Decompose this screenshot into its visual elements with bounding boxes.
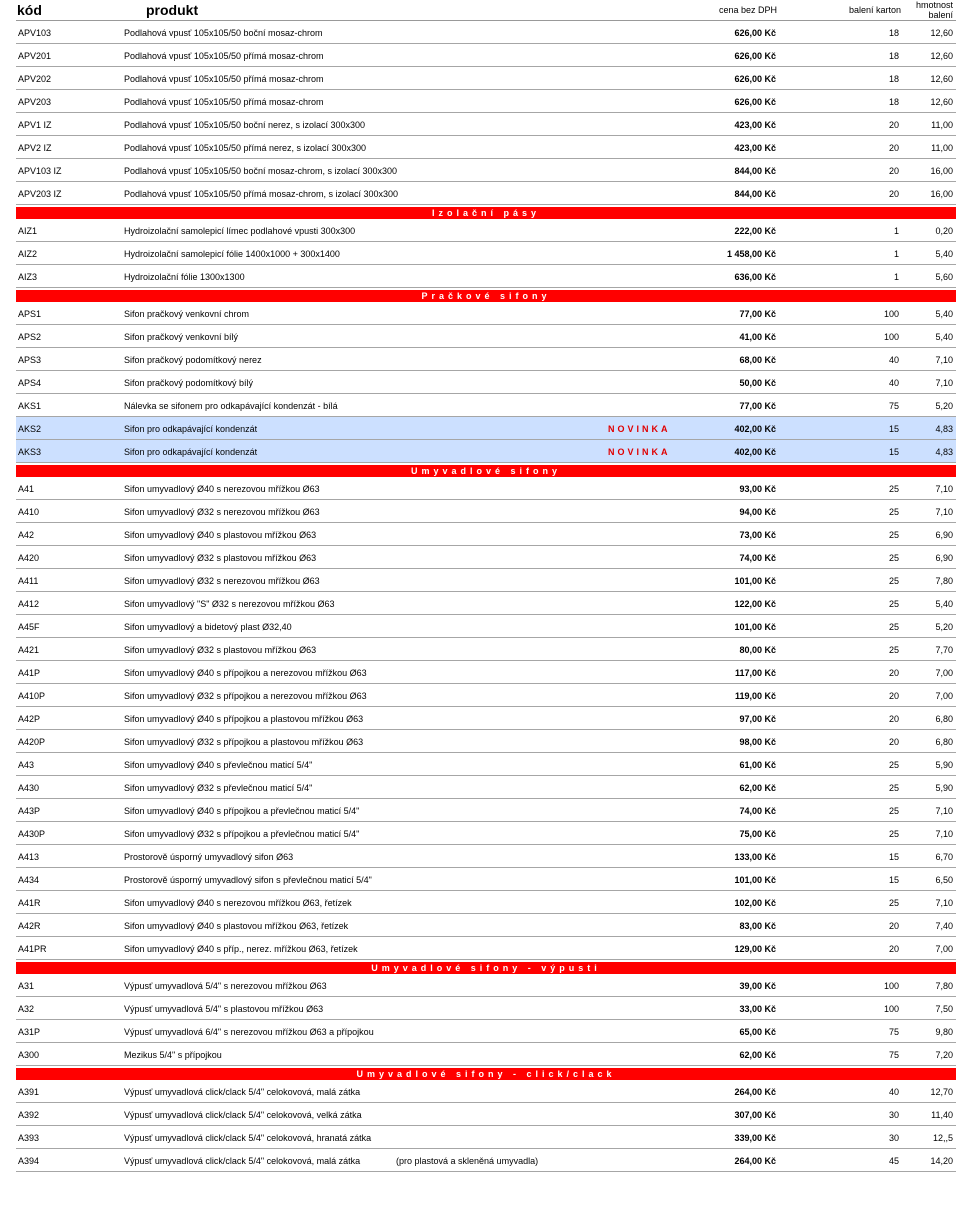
cell-hmotnost: 6,80	[935, 737, 953, 747]
cell-kod: A300	[18, 1050, 40, 1060]
cell-cena: 77,00 Kč	[739, 401, 776, 411]
cell-produkt: Výpusť umyvadlová click/clack 5/4" celokovová, velká zátka	[124, 1110, 362, 1120]
cell-kod: A41PR	[18, 944, 47, 954]
cell-produkt: Hydroizolační samolepicí límec podlahové vpusti 300x300	[124, 226, 356, 236]
cell-kod: A42P	[18, 714, 41, 724]
cell-cena: 98,00 Kč	[739, 737, 776, 747]
cell-cena: 133,00 Kč	[734, 852, 776, 862]
header-baleni-karton: balení karton	[848, 5, 901, 15]
table-row	[16, 974, 956, 997]
cell-cena: 636,00 Kč	[734, 272, 776, 282]
cell-hmotnost: 11,40	[931, 1110, 953, 1120]
cell-baleni: 30	[888, 1110, 899, 1120]
cell-kod: A394	[18, 1156, 40, 1166]
cell-cena: 101,00 Kč	[734, 622, 776, 632]
cell-baleni: 75	[888, 1050, 899, 1060]
cell-kod: A410P	[18, 691, 46, 701]
cell-cena: 423,00 Kč	[734, 120, 776, 130]
table-row	[16, 868, 956, 891]
table-row	[16, 592, 956, 615]
cell-hmotnost: 16,00	[930, 166, 953, 176]
table-row	[16, 997, 956, 1020]
cell-hmotnost: 7,10	[935, 507, 953, 517]
cell-hmotnost: 5,40	[935, 599, 953, 609]
cell-produkt: Podlahová vpusť 105x105/50 přímá mosaz-chrom	[124, 74, 324, 84]
cell-kod: AKS3	[18, 447, 42, 457]
cell-cena: 626,00 Kč	[734, 74, 776, 84]
cell-cena: 62,00 Kč	[739, 1050, 776, 1060]
table-row	[16, 523, 956, 546]
cell-baleni: 100	[883, 309, 899, 319]
cell-produkt: Sifon pračkový podomítkový nerez	[124, 355, 262, 365]
cell-hmotnost: 6,90	[935, 530, 953, 540]
cell-hmotnost: 5,20	[935, 622, 953, 632]
cell-hmotnost: 0,20	[935, 226, 953, 236]
cell-produkt: Podlahová vpusť 105x105/50 boční mosaz-chrom, s izolací 300x300	[124, 166, 398, 176]
cell-hmotnost: 7,10	[935, 355, 953, 365]
table-row	[16, 348, 956, 371]
cell-hmotnost: 7,00	[935, 691, 953, 701]
cell-produkt: Výpusť umyvadlová click/clack 5/4" celokovová, malá zátka	[124, 1087, 361, 1097]
header-kod: kód	[17, 2, 42, 18]
cell-produkt: Sifon umyvadlový Ø32 s nerezovou mřížkou Ø63	[124, 507, 320, 517]
cell-cena: 626,00 Kč	[734, 28, 776, 38]
cell-kod: A31	[18, 981, 35, 991]
cell-produkt: Sifon pračkový podomítkový bílý	[124, 378, 254, 388]
cell-kod: AKS1	[18, 401, 42, 411]
cell-kod: A43P	[18, 806, 41, 816]
table-row	[16, 914, 956, 937]
cell-produkt: Sifon pro odkapávající kondenzát	[124, 424, 258, 434]
cell-baleni: 15	[888, 447, 899, 457]
cell-produkt: Výpusť umyvadlová 6/4" s nerezovou mřížkou Ø63 a přípojkou	[124, 1027, 374, 1037]
cell-produkt: Sifon umyvadlový Ø40 s plastovou mřížkou Ø63, řetízek	[124, 921, 349, 931]
cell-kod: APS3	[18, 355, 42, 365]
cell-produkt: Sifon umyvadlový "S" Ø32 s nerezovou mřížkou Ø63	[124, 599, 335, 609]
header-produkt: produkt	[146, 2, 199, 18]
cell-hmotnost: 7,10	[935, 898, 953, 908]
cell-hmotnost: 7,80	[935, 981, 953, 991]
cell-hmotnost: 11,00	[931, 143, 953, 153]
cell-baleni: 30	[888, 1133, 899, 1143]
cell-kod: APV1 IZ	[18, 120, 52, 130]
cell-produkt: Sifon pračkový venkovní bílý	[124, 332, 239, 342]
table-row	[16, 707, 956, 730]
cell-kod: AIZ1	[18, 226, 38, 236]
cell-cena: 62,00 Kč	[739, 783, 776, 793]
cell-kod: APS4	[18, 378, 42, 388]
cell-baleni: 15	[888, 875, 899, 885]
cell-baleni: 20	[888, 189, 899, 199]
cell-kod: A45F	[18, 622, 40, 632]
cell-kod: A32	[18, 1004, 35, 1014]
cell-baleni: 20	[888, 143, 899, 153]
cell-cena: 307,00 Kč	[734, 1110, 776, 1120]
cell-kod: A430P	[18, 829, 46, 839]
cell-cena: 264,00 Kč	[734, 1087, 776, 1097]
section-heading: Umyvadlové sifony - výpusti	[16, 962, 956, 974]
table-row	[16, 776, 956, 799]
cell-kod: A420P	[18, 737, 46, 747]
cell-hmotnost: 7,50	[935, 1004, 953, 1014]
cell-hmotnost: 6,90	[935, 553, 953, 563]
cell-cena: 83,00 Kč	[739, 921, 776, 931]
table-row	[16, 937, 956, 960]
table-row	[16, 90, 956, 113]
cell-produkt: Prostorově úsporný umyvadlový sifon s převlečnou maticí 5/4"	[124, 875, 372, 885]
cell-baleni: 18	[888, 28, 899, 38]
table-row	[16, 265, 956, 288]
table-row	[16, 325, 956, 348]
table-row	[16, 1043, 956, 1066]
cell-cena: 117,00 Kč	[734, 668, 776, 678]
cell-produkt: Sifon umyvadlový Ø40 s nerezovou mřížkou Ø63, řetízek	[124, 898, 352, 908]
cell-baleni: 18	[888, 97, 899, 107]
cell-produkt: Hydroizolační fólie 1300x1300	[124, 272, 245, 282]
cell-hmotnost: 7,10	[935, 829, 953, 839]
cell-hmotnost: 12,60	[930, 74, 953, 84]
table-header	[0, 0, 960, 22]
table-row	[16, 1149, 956, 1172]
cell-baleni: 1	[893, 226, 899, 236]
cell-produkt: Sifon umyvadlový Ø40 s přípojkou a plastovou mřížkou Ø63	[124, 714, 364, 724]
table-row	[16, 44, 956, 67]
table-row	[16, 661, 956, 684]
cell-kod: A391	[18, 1087, 40, 1097]
cell-kod: A31P	[18, 1027, 41, 1037]
cell-hmotnost: 11,00	[931, 120, 953, 130]
cell-produkt: Sifon umyvadlový Ø32 s nerezovou mřížkou Ø63	[124, 576, 320, 586]
cell-note: (pro plastová a skleněná umyvadla)	[396, 1156, 539, 1166]
cell-baleni: 45	[888, 1156, 899, 1166]
cell-baleni: 75	[888, 401, 899, 411]
cell-hmotnost: 5,90	[935, 783, 953, 793]
cell-produkt: Podlahová vpusť 105x105/50 přímá mosaz-chrom, s izolací 300x300	[124, 189, 399, 199]
cell-produkt: Sifon umyvadlový Ø32 s převlečnou maticí 5/4"	[124, 783, 313, 793]
cell-produkt: Sifon umyvadlový Ø32 s plastovou mřížkou Ø63	[124, 553, 317, 563]
cell-cena: 101,00 Kč	[734, 875, 776, 885]
cell-baleni: 20	[888, 668, 899, 678]
cell-produkt: Výpusť umyvadlová 5/4" s plastovou mřížkou Ø63	[124, 1004, 324, 1014]
cell-kod: AKS2	[18, 424, 42, 434]
table-row	[16, 242, 956, 265]
cell-hmotnost: 9,80	[935, 1027, 953, 1037]
cell-hmotnost: 7,80	[935, 576, 953, 586]
cell-kod: APV2 IZ	[18, 143, 52, 153]
cell-baleni: 75	[888, 1027, 899, 1037]
cell-kod: APS1	[18, 309, 42, 319]
cell-baleni: 40	[888, 378, 899, 388]
cell-baleni: 20	[888, 166, 899, 176]
table-row	[16, 500, 956, 523]
cell-novinka: NOVINKA	[608, 447, 671, 457]
cell-baleni: 25	[888, 553, 899, 563]
cell-kod: APV202	[18, 74, 52, 84]
header-cena: cena bez DPH	[718, 5, 777, 15]
cell-baleni: 25	[888, 760, 899, 770]
table-row	[16, 477, 956, 500]
cell-baleni: 25	[888, 806, 899, 816]
table-row	[16, 730, 956, 753]
cell-kod: A412	[18, 599, 40, 609]
cell-kod: AIZ2	[18, 249, 38, 259]
cell-produkt: Výpusť umyvadlová click/clack 5/4" celokovová, hranatá zátka	[124, 1133, 372, 1143]
cell-cena: 626,00 Kč	[734, 51, 776, 61]
cell-kod: APS2	[18, 332, 42, 342]
cell-baleni: 25	[888, 645, 899, 655]
cell-cena: 75,00 Kč	[739, 829, 776, 839]
cell-baleni: 18	[888, 74, 899, 84]
cell-cena: 626,00 Kč	[734, 97, 776, 107]
cell-produkt: Sifon umyvadlový a bidetový plast Ø32,40	[124, 622, 292, 632]
cell-cena: 61,00 Kč	[739, 760, 776, 770]
table-row	[16, 1103, 956, 1126]
cell-baleni: 25	[888, 484, 899, 494]
cell-baleni: 20	[888, 691, 899, 701]
table-row	[16, 615, 956, 638]
cell-cena: 41,00 Kč	[739, 332, 776, 342]
cell-hmotnost: 6,50	[935, 875, 953, 885]
table-row	[16, 1020, 956, 1043]
cell-kod: AIZ3	[18, 272, 38, 282]
cell-produkt: Sifon umyvadlový Ø40 s přípojkou a nerezovou mřížkou Ø63	[124, 668, 367, 678]
cell-baleni: 25	[888, 783, 899, 793]
cell-baleni: 25	[888, 576, 899, 586]
cell-cena: 222,00 Kč	[734, 226, 776, 236]
cell-produkt: Hydroizolační samolepicí fólie 1400x1000 + 300x1400	[124, 249, 340, 259]
cell-produkt: Sifon umyvadlový Ø32 s přípojkou a nerezovou mřížkou Ø63	[124, 691, 367, 701]
cell-kod: A421	[18, 645, 40, 655]
cell-baleni: 18	[888, 51, 899, 61]
cell-baleni: 20	[888, 944, 899, 954]
cell-kod: APV203	[18, 97, 52, 107]
cell-produkt: Sifon pračkový venkovní chrom	[124, 309, 250, 319]
cell-cena: 339,00 Kč	[734, 1133, 776, 1143]
table-row	[16, 546, 956, 569]
table-row	[16, 219, 956, 242]
cell-cena: 129,00 Kč	[734, 944, 776, 954]
cell-baleni: 25	[888, 530, 899, 540]
table-row	[16, 21, 956, 44]
cell-hmotnost: 5,40	[935, 309, 953, 319]
cell-baleni: 20	[888, 120, 899, 130]
cell-produkt: Výpusť umyvadlová click/clack 5/4" celokovová, malá zátka	[124, 1156, 361, 1166]
cell-produkt: Podlahová vpusť 105x105/50 přímá mosaz-chrom	[124, 97, 324, 107]
cell-hmotnost: 12,60	[930, 28, 953, 38]
cell-cena: 402,00 Kč	[734, 447, 776, 457]
table-row	[16, 638, 956, 661]
cell-kod: A434	[18, 875, 40, 885]
cell-cena: 33,00 Kč	[739, 1004, 776, 1014]
cell-baleni: 15	[888, 424, 899, 434]
cell-hmotnost: 6,80	[935, 714, 953, 724]
table-row	[16, 417, 956, 440]
cell-cena: 101,00 Kč	[734, 576, 776, 586]
cell-cena: 844,00 Kč	[734, 166, 776, 176]
section-heading: Pračkové sifony	[16, 290, 956, 302]
cell-hmotnost: 7,70	[935, 645, 953, 655]
cell-cena: 74,00 Kč	[739, 553, 776, 563]
cell-hmotnost: 16,00	[930, 189, 953, 199]
cell-baleni: 25	[888, 599, 899, 609]
cell-produkt: Sifon umyvadlový Ø32 s přípojkou a plastovou mřížkou Ø63	[124, 737, 364, 747]
cell-cena: 65,00 Kč	[739, 1027, 776, 1037]
cell-cena: 50,00 Kč	[739, 378, 776, 388]
table-row	[16, 440, 956, 463]
cell-produkt: Sifon umyvadlový Ø32 s plastovou mřížkou Ø63	[124, 645, 317, 655]
cell-kod: A41R	[18, 898, 41, 908]
table-row	[16, 182, 956, 205]
cell-baleni: 20	[888, 921, 899, 931]
cell-produkt: Podlahová vpusť 105x105/50 přímá nerez, s izolací 300x300	[124, 143, 367, 153]
cell-cena: 1 458,00 Kč	[726, 249, 776, 259]
cell-produkt: Sifon umyvadlový Ø40 s převlečnou maticí 5/4"	[124, 760, 313, 770]
cell-hmotnost: 4,83	[935, 447, 953, 457]
header-hmotnost: hmotnost balení	[915, 0, 953, 20]
table-row	[16, 394, 956, 417]
cell-baleni: 1	[893, 272, 899, 282]
cell-baleni: 1	[893, 249, 899, 259]
cell-baleni: 25	[888, 829, 899, 839]
cell-baleni: 100	[883, 332, 899, 342]
section-heading: Izolační pásy	[16, 207, 956, 219]
cell-cena: 73,00 Kč	[739, 530, 776, 540]
cell-cena: 122,00 Kč	[734, 599, 776, 609]
table-row	[16, 845, 956, 868]
table-row	[16, 302, 956, 325]
cell-produkt: Sifon umyvadlový Ø40 s příp., nerez. mřížkou Ø63, řetízek	[124, 944, 358, 954]
cell-kod: A410	[18, 507, 40, 517]
table-row	[16, 67, 956, 90]
cell-produkt: Sifon umyvadlový Ø40 s nerezovou mřížkou Ø63	[124, 484, 320, 494]
cell-kod: A42	[18, 530, 35, 540]
table-row	[16, 684, 956, 707]
cell-baleni: 100	[883, 1004, 899, 1014]
cell-produkt: Výpusť umyvadlová 5/4" s nerezovou mřížkou Ø63	[124, 981, 327, 991]
cell-hmotnost: 7,40	[935, 921, 953, 931]
cell-baleni: 100	[883, 981, 899, 991]
cell-baleni: 20	[888, 737, 899, 747]
cell-produkt: Nálevka se sifonem pro odkapávající kondenzát - bílá	[124, 401, 338, 411]
cell-kod: APV203 IZ	[18, 189, 62, 199]
cell-produkt: Sifon pro odkapávající kondenzát	[124, 447, 258, 457]
cell-produkt: Sifon umyvadlový Ø32 s přípojkou a převlečnou maticí 5/4"	[124, 829, 360, 839]
cell-hmotnost: 7,20	[935, 1050, 953, 1060]
cell-cena: 74,00 Kč	[739, 806, 776, 816]
table-row	[16, 1080, 956, 1103]
cell-cena: 39,00 Kč	[739, 981, 776, 991]
cell-baleni: 25	[888, 898, 899, 908]
cell-cena: 68,00 Kč	[739, 355, 776, 365]
table-row	[16, 113, 956, 136]
cell-hmotnost: 12,70	[930, 1087, 953, 1097]
cell-baleni: 40	[888, 1087, 899, 1097]
cell-hmotnost: 5,90	[935, 760, 953, 770]
cell-kod: A392	[18, 1110, 40, 1120]
cell-kod: A413	[18, 852, 40, 862]
cell-baleni: 20	[888, 714, 899, 724]
table-row	[16, 371, 956, 394]
cell-hmotnost: 5,40	[935, 249, 953, 259]
cell-produkt: Podlahová vpusť 105x105/50 boční mosaz-chrom	[124, 28, 323, 38]
cell-cena: 844,00 Kč	[734, 189, 776, 199]
cell-cena: 264,00 Kč	[734, 1156, 776, 1166]
cell-kod: APV201	[18, 51, 52, 61]
table-row	[16, 569, 956, 592]
cell-hmotnost: 7,10	[935, 378, 953, 388]
cell-kod: A393	[18, 1133, 40, 1143]
cell-hmotnost: 4,83	[935, 424, 953, 434]
cell-produkt: Sifon umyvadlový Ø40 s přípojkou a převlečnou maticí 5/4"	[124, 806, 360, 816]
cell-baleni: 40	[888, 355, 899, 365]
cell-hmotnost: 14,20	[930, 1156, 953, 1166]
section-heading: Umyvadlové sifony - click/clack	[16, 1068, 956, 1080]
cell-cena: 94,00 Kč	[739, 507, 776, 517]
cell-cena: 97,00 Kč	[739, 714, 776, 724]
table-row	[16, 136, 956, 159]
cell-cena: 102,00 Kč	[734, 898, 776, 908]
cell-produkt: Sifon umyvadlový Ø40 s plastovou mřížkou Ø63	[124, 530, 317, 540]
cell-hmotnost: 12,60	[930, 97, 953, 107]
cell-hmotnost: 12,60	[930, 51, 953, 61]
table-row	[16, 891, 956, 914]
cell-kod: A41	[18, 484, 35, 494]
cell-kod: A411	[18, 576, 39, 586]
table-row	[16, 799, 956, 822]
cell-kod: A43	[18, 760, 35, 770]
cell-hmotnost: 7,00	[935, 944, 953, 954]
cell-hmotnost: 7,00	[935, 668, 953, 678]
table-row	[16, 1126, 956, 1149]
cell-cena: 402,00 Kč	[734, 424, 776, 434]
cell-hmotnost: 7,10	[935, 484, 953, 494]
cell-produkt: Podlahová vpusť 105x105/50 boční nerez, s izolací 300x300	[124, 120, 366, 130]
cell-kod: APV103 IZ	[18, 166, 62, 176]
cell-kod: A41P	[18, 668, 41, 678]
cell-baleni: 25	[888, 622, 899, 632]
cell-cena: 93,00 Kč	[739, 484, 776, 494]
cell-cena: 77,00 Kč	[739, 309, 776, 319]
cell-hmotnost: 5,60	[935, 272, 953, 282]
cell-produkt: Mezikus 5/4" s přípojkou	[124, 1050, 222, 1060]
cell-baleni: 15	[888, 852, 899, 862]
cell-hmotnost: 5,20	[935, 401, 953, 411]
cell-cena: 423,00 Kč	[734, 143, 776, 153]
section-heading: Umyvadlové sifony	[16, 465, 956, 477]
cell-novinka: NOVINKA	[608, 424, 671, 434]
cell-kod: A420	[18, 553, 40, 563]
cell-cena: 80,00 Kč	[739, 645, 776, 655]
cell-cena: 119,00 Kč	[734, 691, 776, 701]
cell-hmotnost: 5,40	[935, 332, 953, 342]
cell-hmotnost: 12,,5	[932, 1133, 953, 1143]
cell-produkt: Prostorově úsporný umyvadlový sifon Ø63	[124, 852, 294, 862]
cell-kod: A42R	[18, 921, 41, 931]
table-row	[16, 753, 956, 776]
table-row	[16, 159, 956, 182]
table-row	[16, 822, 956, 845]
cell-hmotnost: 6,70	[935, 852, 953, 862]
cell-hmotnost: 7,10	[935, 806, 953, 816]
cell-produkt: Podlahová vpusť 105x105/50 přímá mosaz-chrom	[124, 51, 324, 61]
cell-baleni: 25	[888, 507, 899, 517]
cell-kod: A430	[18, 783, 40, 793]
cell-kod: APV103	[18, 28, 52, 38]
